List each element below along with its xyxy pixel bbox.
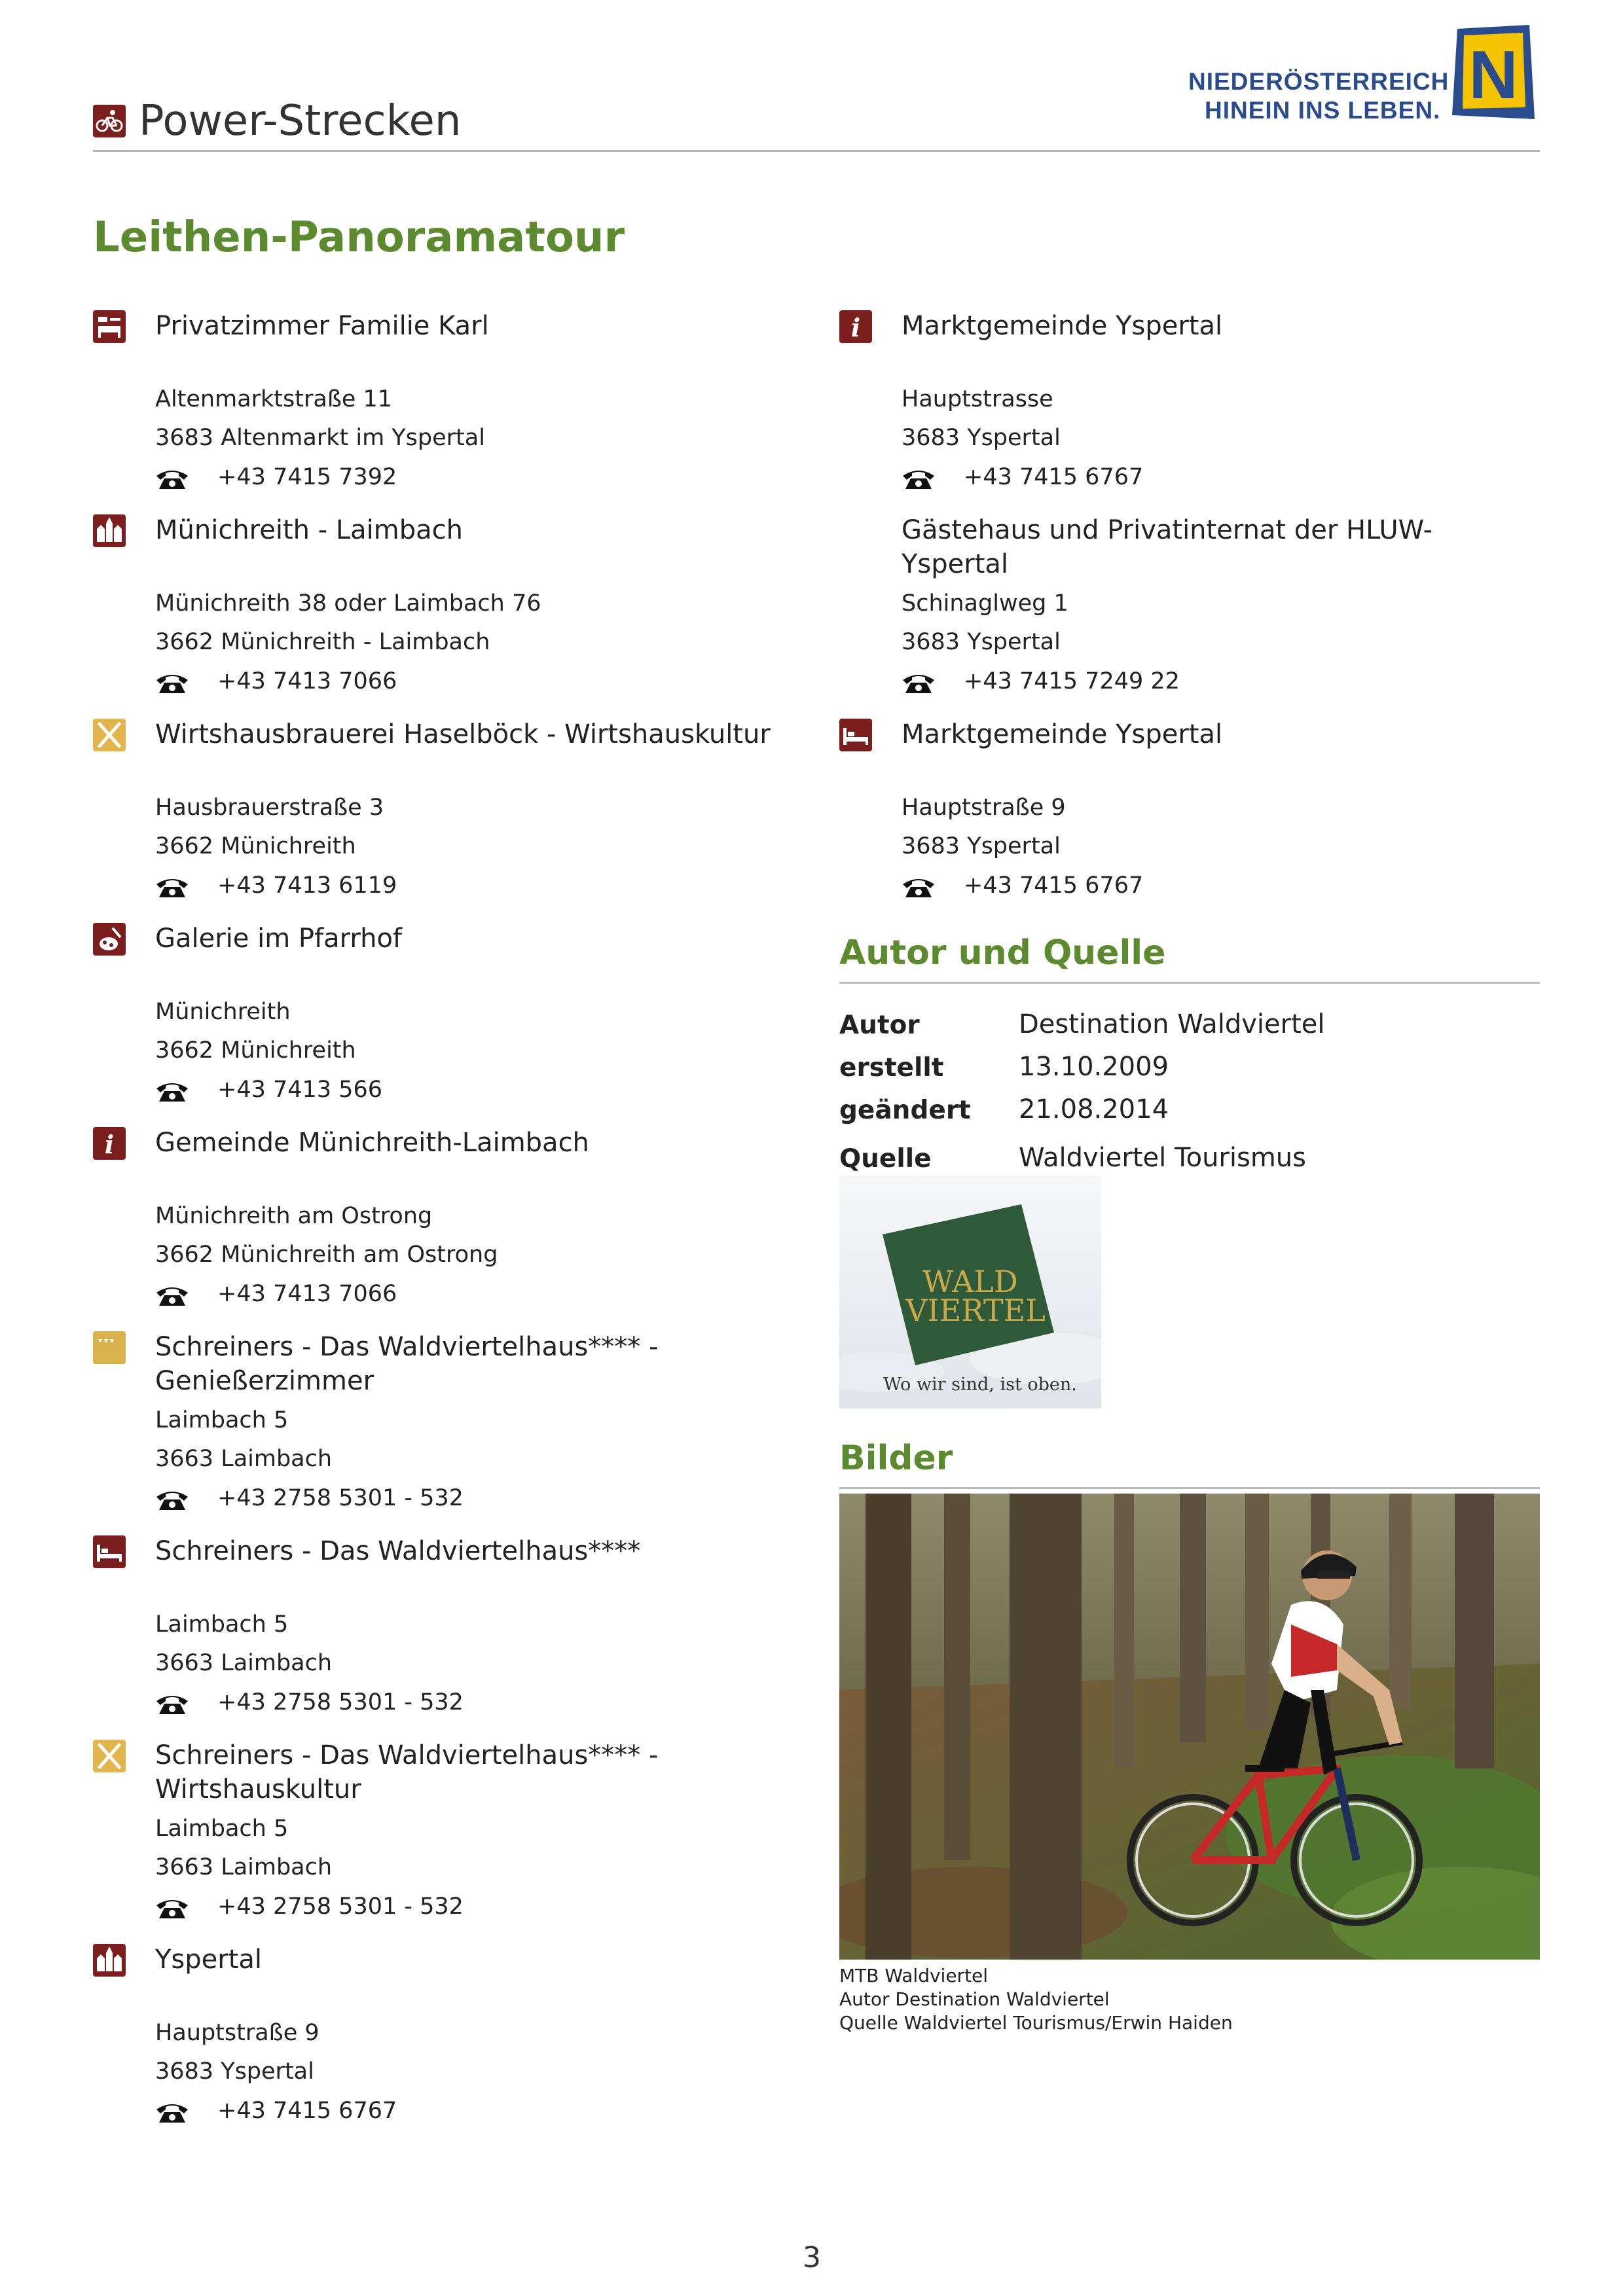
poi-city: 3662 Münichreith am Ostrong: [155, 1242, 498, 1268]
author-section-title: Autor und Quelle: [839, 933, 1166, 973]
poi-name: Münichreith - Laimbach: [155, 515, 463, 545]
brand-logo-icon: [1452, 25, 1535, 119]
poi-city: 3662 Münichreith: [155, 833, 356, 859]
poi-name: Schreiners - Das Waldviertelhaus**** - Genießerzimmer: [155, 1332, 659, 1396]
poi-name: Marktgemeinde Yspertal: [902, 311, 1223, 341]
photo-caption-source: Quelle Waldviertel Tourismus/Erwin Haiden: [839, 2012, 1233, 2034]
poi-city: 3662 Münichreith: [155, 1037, 356, 1064]
logo-word-1: WALD: [922, 1264, 1018, 1299]
author-section-divider: [839, 982, 1540, 984]
poi-city: 3663 Laimbach: [155, 1650, 333, 1676]
phone-icon: [155, 1081, 189, 1103]
svg-text:i: i: [850, 313, 861, 342]
photo-caption-author: Autor Destination Waldviertel: [839, 1988, 1110, 2010]
section-title: Power-Strecken: [139, 97, 462, 145]
source-label: Quelle: [839, 1144, 932, 1174]
poi-phone: +43 2758 5301 - 532: [217, 1893, 464, 1920]
poi-city: 3662 Münichreith - Laimbach: [155, 629, 490, 655]
poi-city: 3663 Laimbach: [155, 1446, 333, 1472]
poi-name: Yspertal: [155, 1945, 263, 1975]
town-icon: [93, 1944, 126, 1977]
brand-letter: N: [1468, 37, 1518, 113]
poi-phone: +43 7413 6119: [217, 872, 397, 899]
poi-phone: +43 7415 7392: [217, 464, 397, 490]
mtb-photo: [839, 1494, 1540, 1960]
poi-name: Schreiners - Das Waldviertelhaus****: [155, 1536, 641, 1566]
poi-name: Privatzimmer Familie Karl: [155, 311, 489, 341]
poi-phone: +43 7413 566: [217, 1077, 382, 1103]
poi-address: Hauptstraße 9: [155, 2020, 319, 2046]
created-label: erstellt: [839, 1053, 944, 1083]
poi-phone: +43 2758 5301 - 532: [217, 1689, 464, 1715]
source-value: Waldviertel Tourismus: [1019, 1143, 1306, 1173]
poi-phone: +43 7415 7249 22: [964, 668, 1180, 694]
modified-value: 21.08.2014: [1019, 1094, 1169, 1124]
images-section-title: Bilder: [839, 1439, 953, 1478]
fork-knife-icon: [93, 1740, 126, 1772]
phone-icon: [155, 1897, 189, 1920]
poi-address: Laimbach 5: [155, 1611, 289, 1638]
poi-name: Marktgemeinde Yspertal: [902, 719, 1223, 749]
gallery-icon: [93, 923, 126, 956]
poi-address: Laimbach 5: [155, 1816, 289, 1842]
poi-address: Altenmarktstraße 11: [155, 386, 393, 412]
bed-sign-icon: [93, 310, 126, 343]
info-icon: [839, 310, 872, 343]
waldviertel-logo: [839, 1175, 1101, 1408]
poi-city: 3683 Yspertal: [902, 833, 1061, 859]
phone-icon: [155, 1489, 189, 1511]
brand-line-1: NIEDERÖSTERREICH: [1188, 68, 1450, 95]
phone-icon: [155, 2102, 189, 2124]
poi-city: 3663 Laimbach: [155, 1854, 333, 1880]
poi-address: Münichreith 38 oder Laimbach 76: [155, 590, 541, 617]
poi-address: Laimbach 5: [155, 1407, 289, 1433]
poi-address: Hauptstraße 9: [902, 795, 1066, 821]
poi-phone: +43 7413 7066: [217, 668, 397, 694]
poi-name: Wirtshausbrauerei Haselböck - Wirtshauskultur: [155, 719, 771, 749]
logo-tagline: Wo wir sind, ist oben.: [883, 1374, 1077, 1395]
phone-icon: [155, 1693, 189, 1715]
phone-icon: [155, 1285, 189, 1307]
poi-city: 3683 Yspertal: [902, 425, 1061, 451]
poi-address: Schinaglweg 1: [902, 590, 1068, 617]
poi-address: Münichreith am Ostrong: [155, 1203, 433, 1229]
bike-section-icon: [93, 105, 126, 137]
info-icon: [93, 1127, 126, 1160]
photo-caption-title: MTB Waldviertel: [839, 1965, 989, 1986]
images-section-divider: [839, 1487, 1540, 1489]
header-divider: [93, 150, 1540, 152]
poi-phone: +43 7415 6767: [217, 2098, 397, 2124]
poi-address: Münichreith: [155, 999, 291, 1025]
poi-name: Gästehaus und Privatinternat der HLUW-Yspertal: [902, 515, 1432, 579]
phone-icon: [155, 468, 189, 490]
poi-city: 3683 Altenmarkt im Yspertal: [155, 425, 485, 451]
poi-city: 3683 Yspertal: [902, 629, 1061, 655]
poi-name: Galerie im Pfarrhof: [155, 924, 403, 954]
logo-word-2: VIERTEL: [905, 1293, 1046, 1328]
created-value: 13.10.2009: [1019, 1052, 1169, 1082]
phone-icon: [902, 672, 936, 694]
svg-text:i: i: [104, 1130, 115, 1159]
fork-knife-icon: [93, 719, 126, 751]
poi-name: Gemeinde Münichreith-Laimbach: [155, 1128, 589, 1158]
author-label: Autor: [839, 1011, 920, 1040]
hotel-rating-icon: [93, 1331, 126, 1364]
phone-icon: [155, 672, 189, 694]
poi-address: Hauptstrasse: [902, 386, 1053, 412]
poi-address: Hausbrauerstraße 3: [155, 795, 384, 821]
phone-icon: [902, 468, 936, 490]
poi-phone: +43 7415 6767: [964, 464, 1144, 490]
poi-phone: +43 7413 7066: [217, 1281, 397, 1307]
poi-city: 3683 Yspertal: [155, 2058, 314, 2085]
poi-phone: +43 7415 6767: [964, 872, 1144, 899]
phone-icon: [155, 876, 189, 899]
modified-label: geändert: [839, 1096, 971, 1125]
bed-icon: [93, 1535, 126, 1568]
author-value: Destination Waldviertel: [1019, 1009, 1325, 1039]
poi-name: Schreiners - Das Waldviertelhaus**** - Wirtshauskultur: [155, 1740, 659, 1804]
page-number: 3: [803, 2241, 821, 2274]
phone-icon: [902, 876, 936, 899]
brand-line-2: HINEIN INS LEBEN.: [1205, 97, 1441, 124]
tour-title: Leithen-Panoramatour: [93, 213, 625, 262]
bed-icon: [839, 719, 872, 751]
town-icon: [93, 514, 126, 547]
poi-phone: +43 2758 5301 - 532: [217, 1485, 464, 1511]
